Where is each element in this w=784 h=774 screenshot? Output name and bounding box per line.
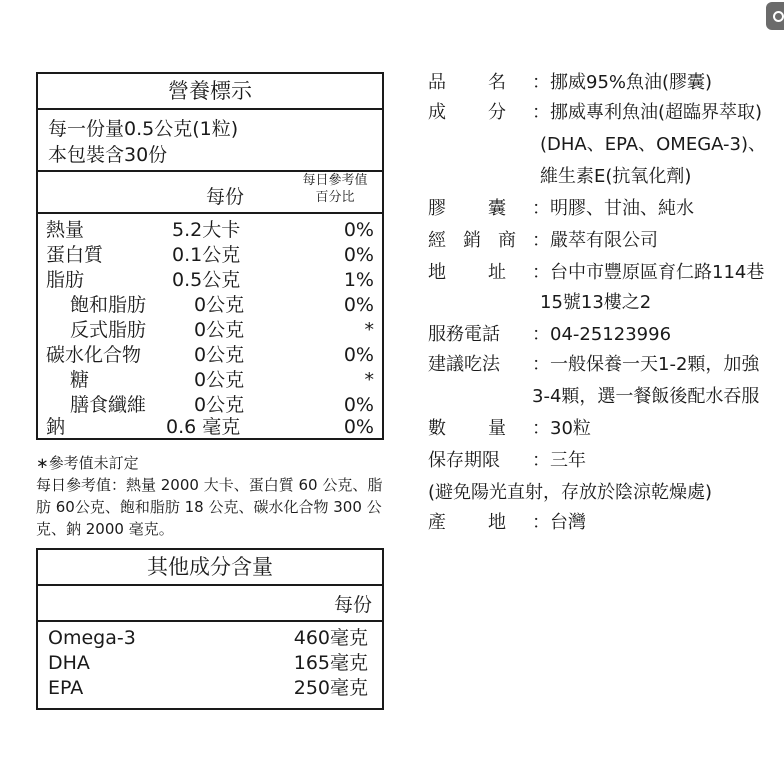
nutrient-amount: 0.6 毫克 — [166, 416, 241, 438]
nutrient-name: 蛋白質 — [46, 244, 104, 266]
nutrient-amount: 0公克 — [194, 369, 245, 391]
label-char: 地 — [428, 262, 446, 283]
label-text — [428, 68, 506, 98]
divider — [38, 212, 382, 214]
footnote-star: ∗參考值未訂定 — [36, 454, 139, 472]
nutrient-dv: 0% — [343, 219, 374, 241]
value-shelf-life: ：三年 — [532, 450, 586, 471]
serving-size: 每一份量0.5公克(1粒) — [48, 118, 239, 140]
other-row-dha — [48, 651, 372, 676]
nutrient-name: 糖 — [70, 369, 90, 391]
nutrient-row-carbohydrate — [38, 343, 382, 368]
nutrient-amount: 0公克 — [194, 294, 245, 316]
value-address-2: 15號13樓之2 — [540, 292, 652, 313]
label-char: 址 — [488, 262, 506, 283]
label-dealer — [428, 226, 516, 256]
nutrient-amount: 0公克 — [194, 344, 245, 366]
label-char: 名 — [488, 72, 506, 93]
nutrient-dv: 0% — [343, 416, 374, 438]
value-phone: ：04-25123996 — [532, 324, 672, 345]
value-origin: ：台灣 — [532, 512, 586, 533]
value-usage-2: 3-4顆，選一餐飯後配水吞服 — [532, 386, 760, 407]
corner-badge-icon — [766, 2, 784, 30]
other-value: 165毫克 — [293, 652, 368, 674]
label-text — [428, 414, 506, 444]
nutrient-name: 反式脂肪 — [70, 319, 147, 341]
value-ingredients-3: 維生素E(抗氧化劑) — [540, 166, 692, 187]
other-title: 其他成分含量 — [38, 550, 382, 586]
nutrient-name: 熱量 — [46, 219, 85, 241]
label-char: 成 — [428, 102, 446, 123]
label-char: 經 — [428, 230, 446, 251]
nutrient-dv: 0% — [343, 294, 374, 316]
nutrient-dv: * — [364, 319, 374, 341]
nutrient-amount: 0公克 — [194, 394, 245, 416]
label-char: 品 — [428, 72, 446, 93]
value-storage: (避免陽光直射，存放於陰涼乾燥處) — [428, 482, 713, 503]
other-value: 460毫克 — [293, 627, 368, 649]
label-origin — [428, 508, 506, 538]
nutrient-name: 鈉 — [46, 416, 66, 438]
nutrient-row-sodium — [38, 415, 382, 440]
label-char: 地 — [488, 512, 506, 533]
other-name: EPA — [48, 677, 84, 699]
label-quantity — [428, 414, 506, 444]
value-capsule: ：明膠、甘油、純水 — [532, 198, 694, 219]
label-char: 分 — [488, 102, 506, 123]
nutrient-amount: 5.2大卡 — [172, 219, 241, 241]
nutrient-row-protein — [38, 243, 382, 268]
label-capsule — [428, 194, 506, 224]
label-phone — [428, 320, 532, 350]
label-char: 商 — [498, 230, 516, 251]
column-per: 每份 — [333, 594, 372, 616]
label-char: 膠 — [428, 198, 446, 219]
label-text: 保存期限 — [428, 450, 500, 471]
nutrient-row-sugar — [38, 368, 382, 393]
other-name: DHA — [48, 652, 90, 674]
divider — [38, 620, 382, 622]
label-text — [428, 508, 506, 538]
nutrient-dv: * — [364, 369, 374, 391]
nutrition-notes — [36, 452, 396, 540]
column-per-serving: 每份 — [206, 186, 245, 208]
footnote-reference: 每日參考值：熱量 2000 大卡、蛋白質 60 公克、脂肪 60公克、飽和脂肪 18 公克、碳水化合物 300 公克、鈉 2000 毫克。 — [36, 476, 383, 538]
label-shelf-life — [428, 446, 532, 476]
label-char: 產 — [428, 512, 446, 533]
column-daily-value — [292, 172, 378, 206]
label-product-name — [428, 68, 506, 98]
nutrient-amount: 0公克 — [194, 319, 245, 341]
other-name: Omega-3 — [48, 627, 136, 649]
nutrient-name: 膳食纖維 — [70, 394, 147, 416]
nutrient-row-saturated-fat — [38, 293, 382, 318]
label-char: 囊 — [488, 198, 506, 219]
other-value: 250毫克 — [293, 677, 368, 699]
label-text — [428, 98, 506, 128]
nutrient-name: 脂肪 — [46, 269, 85, 291]
label-char: 銷 — [463, 230, 481, 251]
value-product-name: ：挪威95%魚油(膠囊) — [532, 72, 713, 93]
value-dealer: ：嚴萃有限公司 — [532, 230, 658, 251]
nutrient-amount: 0.5公克 — [172, 269, 241, 291]
nutrition-title: 營養標示 — [38, 74, 382, 110]
nutrient-dv: 0% — [343, 394, 374, 416]
nutrient-dv: 0% — [343, 244, 374, 266]
value-usage-1: ：一般保養一天1-2顆，加強 — [532, 354, 760, 375]
nutrient-row-fat — [38, 268, 382, 293]
label-char: 數 — [428, 418, 446, 439]
nutrient-dv: 1% — [343, 269, 374, 291]
nutrient-amount: 0.1公克 — [172, 244, 241, 266]
value-quantity: ：30粒 — [532, 418, 591, 439]
label-text — [428, 194, 506, 224]
nutrient-dv: 0% — [343, 344, 374, 366]
value-address-1: ：台中市豐原區育仁路114巷 — [532, 262, 765, 283]
column-daily-value-line2: 百分比 — [315, 190, 355, 205]
nutrient-row-trans-fat — [38, 318, 382, 343]
value-ingredients-2: (DHA、EPA、OMEGA-3)、 — [540, 134, 767, 155]
other-row-epa — [48, 676, 372, 701]
nutrient-name: 飽和脂肪 — [70, 294, 147, 316]
label-usage — [428, 350, 532, 380]
nutrient-row-calories — [38, 218, 382, 243]
nutrition-table — [36, 72, 384, 440]
label-text — [428, 258, 506, 288]
servings-per-pack: 本包裝含30份 — [48, 144, 168, 166]
label-text — [428, 226, 516, 256]
other-row-omega3 — [48, 626, 372, 651]
label-char: 量 — [488, 418, 506, 439]
nutrient-name: 碳水化合物 — [46, 344, 142, 366]
value-ingredients-1: ：挪威專利魚油(超臨界萃取) — [532, 102, 763, 123]
label-ingredients — [428, 98, 506, 128]
label-text: 建議吃法 — [428, 354, 500, 375]
other-ingredients-table — [36, 548, 384, 710]
column-daily-value-line1: 每日參考值 — [302, 173, 368, 188]
label-text: 服務電話 — [428, 324, 500, 345]
label-address — [428, 258, 506, 288]
